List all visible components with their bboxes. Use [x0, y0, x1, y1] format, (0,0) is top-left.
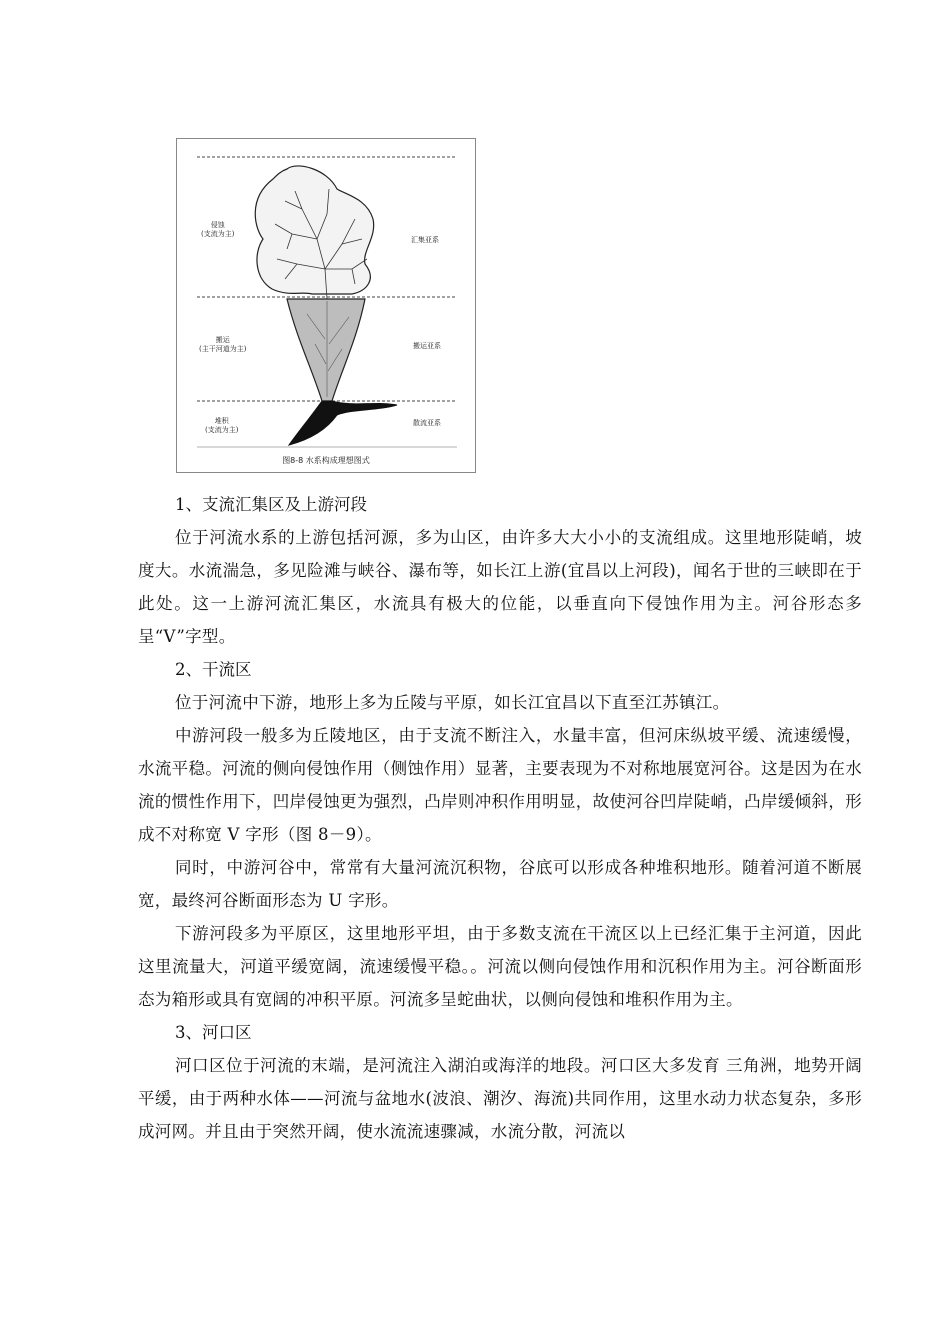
- section-heading-estuary: 3、河口区: [175, 1023, 252, 1042]
- label-dispersal-subsystem: 散流亚系: [413, 419, 441, 427]
- label-transport: 搬运 (主干河道为主): [199, 336, 247, 353]
- paragraph-downstream: 下游河段多为平原区，这里地形平坦，由于多数支流在干流区以上已经汇集于主河道，因此这里流量大，河道平缓宽阔，流速缓慢平稳。。河流以侧向侵蚀作用和沉积作用为主。河谷断面形态为箱形或具有宽阔的冲积平原。河流多呈蛇曲状，以侧向侵蚀和堆积作用为主。: [138, 924, 862, 1009]
- paragraph-mainstream-intro: 位于河流中下游，地形上多为丘陵与平原，如长江宜昌以下直至江苏镇江。: [175, 693, 730, 712]
- paragraph-estuary: 河口区位于河流的末端，是河流注入湖泊或海洋的地段。河口区大多发育 三角洲，地势开阔平缓，由于两种水体——河流与盆地水(波浪、潮汐、海流)共同作用，这里水动力状态复杂，多形成河网。并且由于突然开阔，使水流流速骤减，水流分散，河流以: [138, 1056, 862, 1141]
- paragraph-midstream: 中游河段一般多为丘陵地区，由于支流不断注入，水量丰富，但河床纵坡平缓、流速缓慢，水流平稳。河流的侧向侵蚀作用（侧蚀作用）显著，主要表现为不对称地展宽河谷。这是因为在水流的惯性作用下，凹岸侵蚀更为强烈，凸岸则冲积作用明显，故使河谷凹岸陡峭，凸岸缓倾斜，形成不对称宽 V 字形（图 8－9）。: [138, 726, 862, 844]
- document-body: [138, 488, 862, 1148]
- label-deposition: 堆积 (支流为主): [205, 417, 239, 434]
- label-erosion: 侵蚀 (支流为主): [201, 221, 235, 238]
- paragraph-upstream: 位于河流水系的上游包括河源，多为山区，由许多大大小小的支流组成。这里地形陡峭，坡度大。水流湍急，多见险滩与峡谷、瀑布等，如长江上游(宜昌以上河段)，闻名于世的三峡即在于此处。这一上游河流汇集区，水流具有极大的位能，以垂直向下侵蚀作用为主。河谷形态多呈“V”字型。: [138, 528, 862, 646]
- label-transport-subsystem: 搬运亚系: [413, 342, 441, 350]
- figure-caption: 图8-8 水系构成理想图式: [282, 456, 370, 465]
- label-collection-subsystem: 汇集亚系: [411, 236, 439, 244]
- section-heading-upstream: 1、支流汇集区及上游河段: [175, 495, 367, 514]
- section-heading-mainstream: 2、干流区: [175, 660, 252, 679]
- drainage-system-figure: [176, 138, 476, 473]
- paragraph-midstream-deposits: 同时，中游河谷中，常常有大量河流沉积物，谷底可以形成各种堆积地形。随着河道不断展宽，最终河谷断面形态为 U 字形。: [138, 858, 862, 910]
